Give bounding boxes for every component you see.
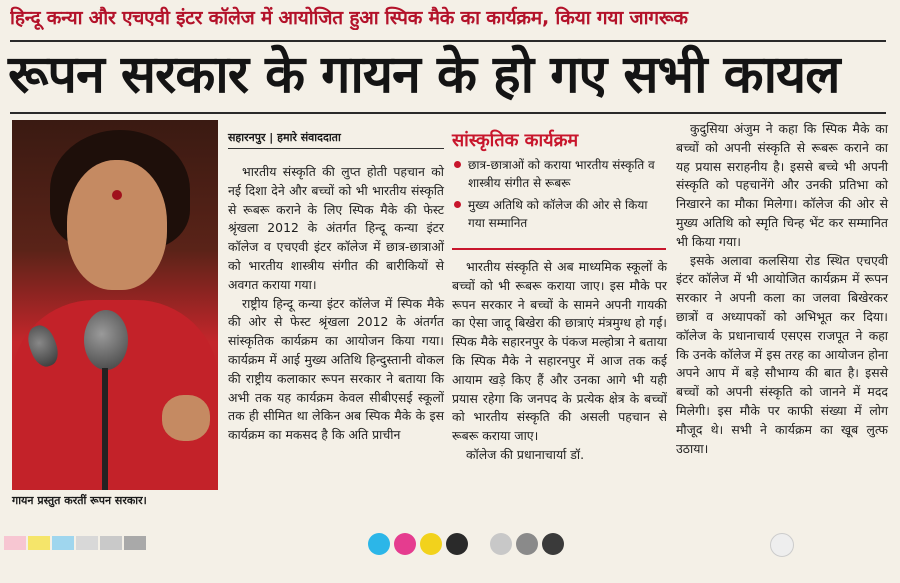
color-dot [420, 533, 442, 555]
article-column-3 [676, 120, 888, 458]
bullet-icon [454, 201, 461, 208]
article-column-1 [228, 163, 444, 445]
swatch [124, 536, 146, 550]
paragraph: राष्ट्रीय हिन्दू कन्या इंटर कॉलेज में स्पिक मैके की ओर से फेस्ट श्रृंखला 2012 के अंतर्गत सांस्कृतिक कार्यक्रम का आयोजन किया गया। कार्यक्रम में आई मुख्य अतिथि हिन्दुस्तानी वोकल की राष्ट्रीय कलाकार रूपन सरकार ने बताया कि अभी तक यह कार्यक्रम केवल सीबीएसई स्कूलों तक ही सीमित था लेकिन अब स्पिक मैके के इस कार्यक्रम का मकसद है कि अति प्राचीन [228, 295, 444, 443]
highlight-text: छात्र-छात्राओं को कराया भारतीय संस्कृति व शास्त्रीय संगीत से रूबरू [468, 158, 655, 190]
divider-top [10, 40, 886, 42]
color-dot [446, 533, 468, 555]
photo-hand [162, 395, 210, 441]
highlight-list [452, 156, 667, 232]
article-column-2 [452, 258, 667, 465]
paragraph: इसके अलावा कलसिया रोड स्थित एचएवी इंटर कॉलेज में भी आयोजित कार्यक्रम में रूपन सरकार ने अपनी कला का जलवा बिखेरकर छात्रों व अध्यापकों को अभिभूत कर दिया। कॉलेज के प्रधानाचार्य एसएस राजपूत ने कहा कि उनके कॉलेज में इस तरह का आयोजन होना अपने आप में बड़े सौभाग्य की बात है। इससे बच्चों को अपनी संस्कृति को जानने में मदद मिलेगी। इस मौके पर काफी संख्या में लोग मौजूद थे। सभी ने कार्यक्रम का खूब लुत्फ उठाया। [676, 252, 888, 456]
mic-stand [102, 368, 108, 490]
byline: सहारनपुर | हमारे संवाददाता [228, 131, 341, 144]
paragraph: भारतीय संस्कृति से अब माध्यमिक स्कूलों के बच्चों को भी रूबरू कराया जाए। इस मौके पर रूपन सरकार ने बच्चों के सामने अपनी गायकी का ऐसा जादू बिखेरा की छात्राएं मंत्रमुग्ध हो गई। स्पिक मैके सहारनपुर के पंकज मल्होत्रा ने बताया कि स्पिक मैके ने सहारनपुर में आज तक कई आयाम खड़े किए हैं और उनका आगे भी यही प्रयास रहेगा कि जनपद के प्रत्येक क्षेत्र के बच्चों को भारतीय संस्कृति की असली पहचान से रूबरू कराया जाए। [452, 259, 667, 444]
main-headline: रूपन सरकार के गायन के हो गए सभी कायल [8, 45, 840, 105]
color-dot [542, 533, 564, 555]
print-color-bar [0, 530, 900, 558]
color-dot [490, 533, 512, 555]
singer-photo [12, 120, 218, 490]
highlight-item [452, 196, 667, 232]
highlight-box-rule [452, 248, 666, 250]
swatch [100, 536, 122, 550]
paragraph: कुदुसिया अंजुम ने कहा कि स्पिक मैके का बच्चों को अपनी संस्कृति से रूबरू कराने का यह प्रयास सराहनीय है। इससे बच्चे भी अपनी संस्कृति को पहचानेंगे और उनकी प्रतिभा को निखारने का मौका मिलेगा। कॉलेज की ओर से मुख्य अतिथि को स्मृति चिन्ह भेंट कर सम्मानित भी किया गया। [676, 121, 888, 249]
color-dot [770, 533, 794, 557]
highlight-item [452, 156, 667, 192]
byline-divider [228, 148, 444, 149]
bullet-icon [454, 161, 461, 168]
swatch [52, 536, 74, 550]
swatch [28, 536, 50, 550]
swatch [4, 536, 26, 550]
color-dot [516, 533, 538, 555]
paragraph: भारतीय संस्कृति की लुप्त होती पहचान को नई दिशा देने और बच्चों को भी भारतीय संस्कृति से रूबरू कराने के लिए स्पिक मैके की फेस्ट श्रृंखला 2012 के अंतर्गत हिन्दू कन्या इंटर कॉलेज व एचएवी इंटर कॉलेज में छात्र-छात्राओं को भारतीय शास्त्रीय संगीत की बारीकियों से अवगत कराया गया। [228, 164, 444, 292]
color-dot [368, 533, 390, 555]
highlight-box-title: सांस्कृतिक कार्यक्रम [452, 130, 579, 151]
photo-caption: गायन प्रस्तुत करतीं रूपन सरकार। [12, 494, 147, 507]
swatch [76, 536, 98, 550]
highlight-box [452, 128, 667, 246]
photo-face [67, 160, 167, 290]
divider-headline [10, 112, 886, 114]
color-dot [394, 533, 416, 555]
highlight-text: मुख्य अतिथि को कॉलेज की ओर से किया गया सम्मानित [468, 198, 648, 230]
kicker-headline: हिन्दू कन्या और एचएवी इंटर कॉलेज में आयोजित हुआ स्पिक मैके का कार्यक्रम, किया गया जागरूक [10, 7, 688, 29]
paragraph: कॉलेज की प्रधानाचार्या डॉ. [466, 446, 585, 462]
microphone-icon [84, 310, 128, 370]
photo-bindi [112, 190, 122, 200]
